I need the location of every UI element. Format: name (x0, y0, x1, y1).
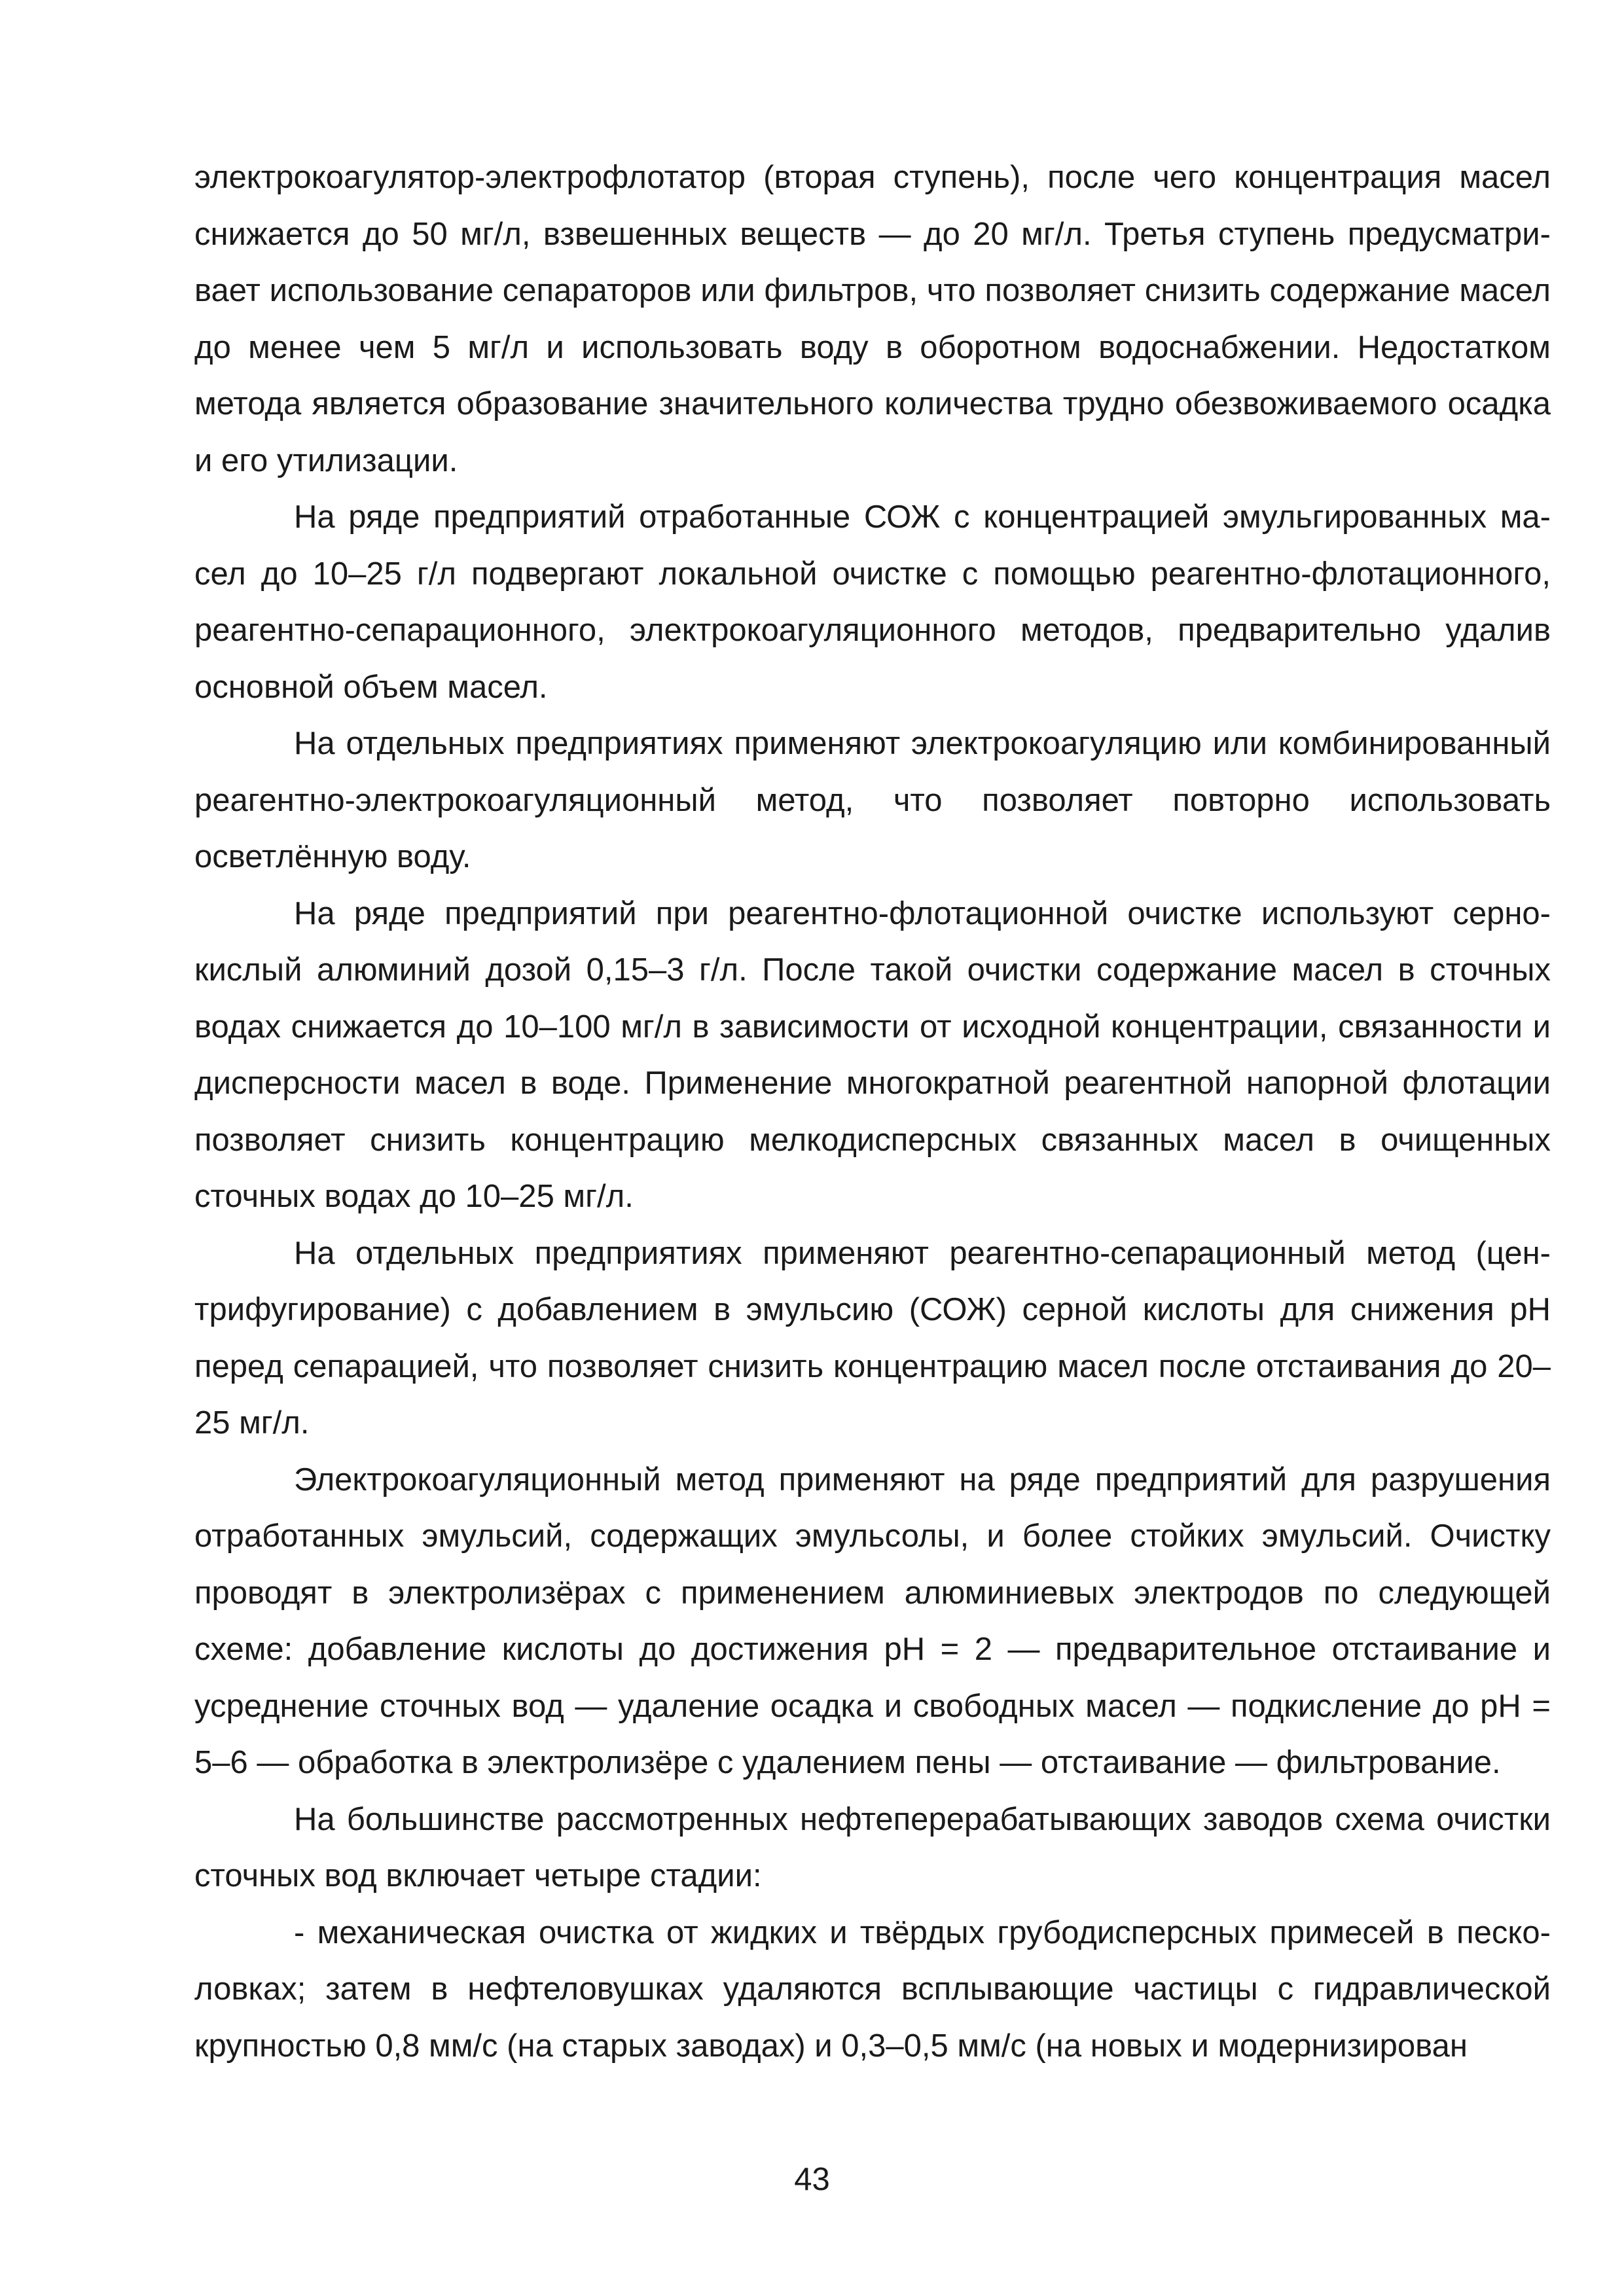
paragraph: На ряде предприятий при реагентно-флотационной очистке используют сернокислый алюминий дозой 0,15–3 г/л. После такой очистки содержание масел в сточных водах снижается до 10–100 мг/л в зависимости от исходной концентрации, связанности и дисперсности масел в воде. Применение многократной реагентной напорной флотации позволяет снизить концентрацию мелкодисперсных связанных масел в очищенных сточных водах до 10–25 мг/л. (194, 895, 1551, 1214)
document-body (194, 149, 1551, 2074)
paragraph: электрокоагулятор-электрофлотатор (вторая ступень), после чего концентрация масел снижается до 50 мг/л, взвешенных веществ — до 20 мг/л. Третья ступень предусматривает использование сепараторов или фильтров, что позволяет снизить содержание масел до менее чем 5 мг/л и использовать воду в оборотном водоснабжении. Недостатком метода является образование значительного количества трудно обезвоживаемого осадка и его утилизации. (194, 160, 1551, 478)
paragraph: На ряде предприятий отработанные СОЖ с концентрацией эмульгированных масел до 10–25 г/л подвергают локальной очистке с помощью реагентно-флотационного, реагентно-сепарационного, электрокоагуляционного методов, предварительно удалив основной объем масел. (194, 499, 1551, 705)
paragraph: На большинстве рассмотренных нефтеперерабатывающих заводов схема очистки сточных вод включает четыре стадии: (194, 1801, 1551, 1893)
paragraph: - механическая очистка от жидких и твёрдых грубодисперсных примесей в песколовках; затем в нефтеловушках удаляются всплывающие частицы с гидравлической крупностью 0,8 мм/с (на старых заводах) и 0,3–0,5 мм/с (на новых и модернизирован (194, 1914, 1551, 2064)
paragraph: На отдельных предприятиях применяют реагентно-сепарационный метод (центрифугирование) с добавлением в эмульсию (СОЖ) серной кислоты для снижения pH перед сепарацией, что позволяет снизить концентрацию масел после отстаивания до 20–25 мг/л. (194, 1235, 1551, 1441)
paragraph: Электрокоагуляционный метод применяют на ряде предприятий для разрушения отработанных эмульсий, содержащих эмульсолы, и более стойких эмульсий. Очистку проводят в электролизёрах с применением алюминиевых электродов по следующей схеме: добавление кислоты до достижения pH = 2 — предварительное отстаивание и усреднение сточных вод — удаление осадка и свободных масел — подкисление до pH = 5–6 — обработка в электролизёре с удалением пены — отстаивание — фильтрование. (194, 1462, 1551, 1780)
paragraph: На отдельных предприятиях применяют электрокоагуляцию или комбинированный реагентно-электрокоагуляционный метод, что позволяет повторно использовать осветлённую воду. (194, 726, 1551, 874)
page-number: 43 (794, 2162, 830, 2197)
